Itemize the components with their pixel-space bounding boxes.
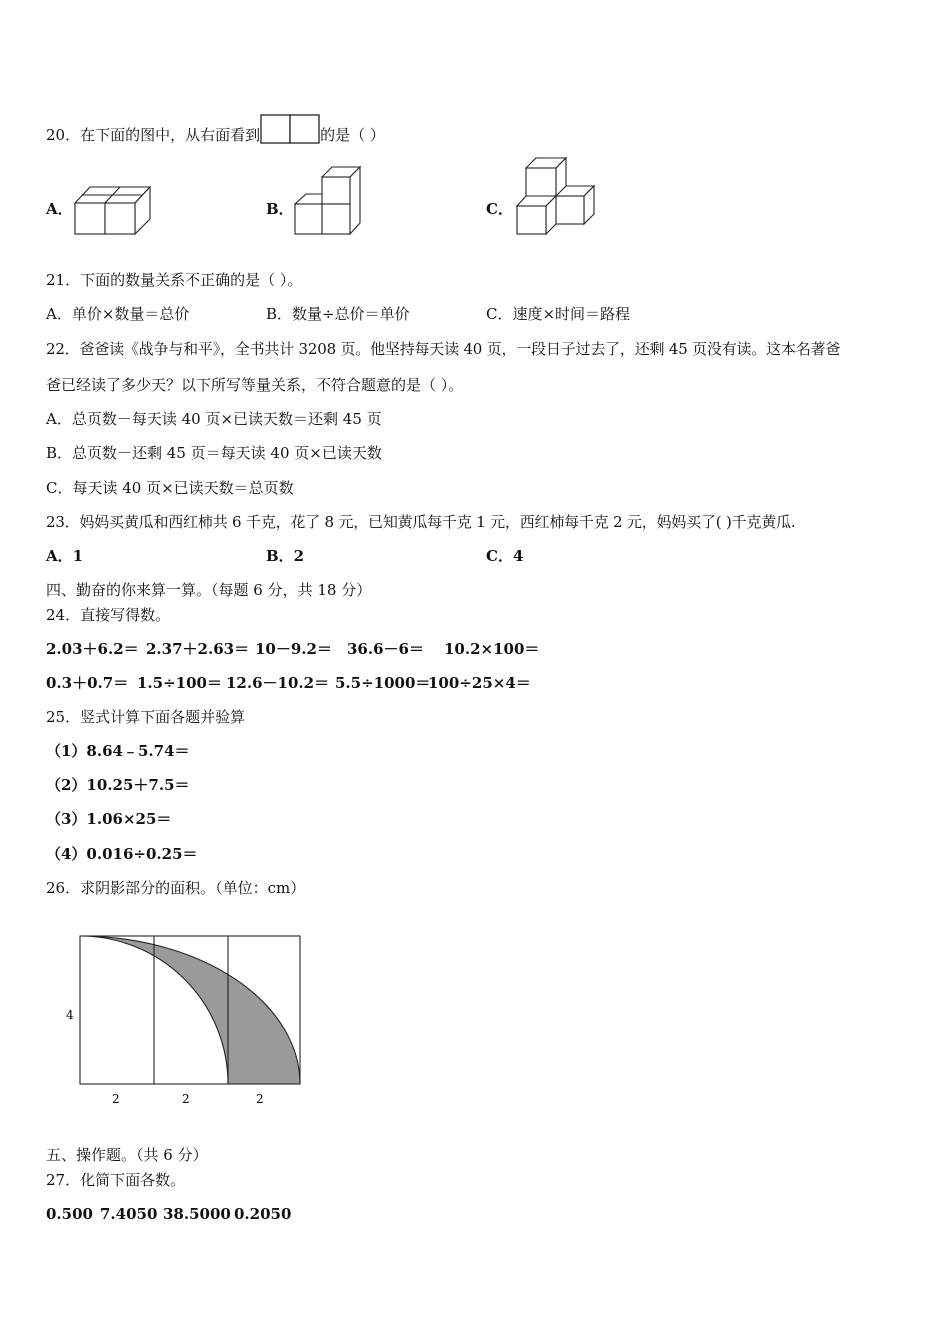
q22-option-a: A．总页数－每天读 40 页×已读天数＝还剩 45 页 — [46, 410, 382, 428]
q24-expr: 0.3＋0.7＝ — [46, 674, 129, 692]
q20-option-a-figure — [72, 183, 154, 237]
q24-stem: 24．直接写得数。 — [46, 606, 171, 624]
q22-option-c: C．每天读 40 页×已读天数＝总页数 — [46, 479, 294, 497]
q27-numbers — [46, 1204, 291, 1224]
q20-option-a-label: A． — [46, 200, 73, 218]
q25-item-4: （4）0.016÷0.25＝ — [46, 845, 198, 863]
q25-item-1: （1）8.64﹣5.74＝ — [46, 742, 190, 760]
shaded-area-figure — [55, 925, 315, 1115]
q23-stem: 23．妈妈买黄瓜和西红柿共 6 千克，花了 8 元，已知黄瓜每千克 1 元，西红柿每千克 2 元，妈妈买了( )千克黄瓜. — [46, 513, 796, 531]
q24-expr: 36.6－6＝ — [347, 640, 424, 658]
q27-stem: 27．化简下面各数。 — [46, 1171, 186, 1189]
q24-expr: 1.5÷100＝ — [137, 674, 222, 692]
q22-stem-line2: 爸已经读了多少天？以下所写等量关系，不符合题意的是（ ）。 — [46, 376, 464, 394]
q24-expr: 2.03＋6.2＝ — [46, 640, 139, 658]
q22-stem-line1: 22．爸爸读《战争与和平》，全书共计 3208 页。他坚持每天读 40 页，一段日子过去了，还剩 45 页没有读。这本名著爸 — [46, 340, 841, 358]
q24-expr: 10.2×100＝ — [444, 640, 540, 658]
q24-expr: 5.5÷1000＝ — [335, 674, 431, 692]
right-view-figure — [260, 114, 320, 144]
width-label: 2 — [112, 1092, 120, 1106]
q27-number: 0.500 — [46, 1205, 93, 1223]
q27-number: 38.5000 — [163, 1205, 231, 1223]
q24-row-1 — [46, 639, 539, 659]
q21-option-b: B．数量÷总价＝单价 — [266, 305, 410, 323]
q24-expr: 2.37＋2.63＝ — [146, 640, 250, 658]
q25-item-3: （3）1.06×25＝ — [46, 810, 172, 828]
q21-option-c: C．速度×时间＝路程 — [486, 305, 631, 323]
q20-option-c-figure — [514, 156, 596, 238]
q21-option-a: A．单价×数量＝总价 — [46, 305, 190, 323]
q25-stem: 25．竖式计算下面各题并验算 — [46, 708, 246, 726]
q20-prefix: 20．在下面的图中，从右面看到 — [46, 126, 261, 144]
q21-stem: 21．下面的数量关系不正确的是（ ）。 — [46, 271, 303, 289]
q20-stem — [46, 114, 385, 145]
q23-option-b: B．2 — [266, 547, 305, 565]
q26-stem: 26．求阴影部分的面积。（单位：cm） — [46, 879, 306, 897]
q24-row-2 — [46, 673, 531, 693]
q20-option-c-label: C． — [486, 200, 513, 218]
q27-number: 0.2050 — [234, 1205, 292, 1223]
q24-expr: 100÷25×4＝ — [428, 674, 531, 692]
q23-option-c: C．4 — [486, 547, 524, 565]
section-4-heading: 四、勤奋的你来算一算。（每题 6 分，共 18 分） — [46, 581, 372, 599]
height-label: 4 — [66, 1008, 74, 1022]
q20-option-b-label: B． — [266, 200, 294, 218]
q20-suffix: 的是（ ） — [320, 126, 385, 144]
q24-expr: 12.6－10.2＝ — [226, 674, 330, 692]
q20-option-b-figure — [292, 165, 364, 237]
q27-number: 7.4050 — [100, 1205, 158, 1223]
q22-option-b: B．总页数－还剩 45 页＝每天读 40 页×已读天数 — [46, 444, 382, 462]
q23-option-a: A．1 — [46, 547, 84, 565]
section-5-heading: 五、操作题。（共 6 分） — [46, 1146, 208, 1164]
width-label: 2 — [182, 1092, 190, 1106]
shaded-region — [80, 936, 300, 1084]
q24-expr: 10－9.2＝ — [255, 640, 332, 658]
width-label: 2 — [256, 1092, 264, 1106]
q25-item-2: （2）10.25＋7.5＝ — [46, 776, 190, 794]
